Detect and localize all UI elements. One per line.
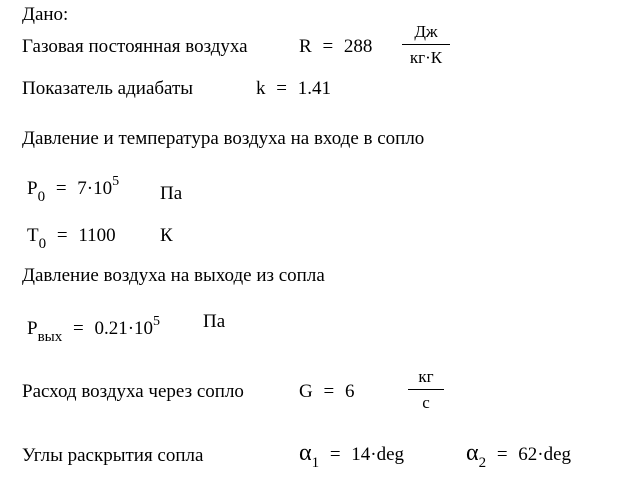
flow-label: Расход воздуха через сопло [22, 381, 244, 402]
t0-unit: К [160, 225, 173, 246]
r-expression [299, 36, 372, 58]
g-unit-denominator: с [422, 393, 430, 412]
p0-symbol: P [27, 178, 38, 199]
pout-symbol: P [27, 318, 38, 339]
alpha2-expression [466, 440, 572, 471]
r-unit-denominator: кг·К [409, 48, 443, 67]
p0-subscript: 0 [37, 189, 46, 205]
t0-subscript: 0 [38, 236, 47, 252]
k-equals: = [276, 78, 287, 99]
g-equals: = [323, 381, 335, 402]
alpha2-equals: = [496, 444, 508, 465]
p0-unit: Па [160, 183, 183, 204]
p0-equals: = [55, 178, 67, 199]
alpha1-expression [299, 440, 405, 471]
t0-equals: = [56, 225, 68, 246]
angles-label: Углы раскрытия сопла [22, 445, 204, 466]
t0-value: 1100 [78, 225, 116, 246]
gas-constant-label: Газовая постоянная воздуха [22, 36, 248, 57]
k-symbol: k [256, 78, 266, 99]
alpha1-symbol: α [299, 440, 312, 466]
p0-exponent: 5 [112, 174, 120, 189]
k-value: 1.41 [297, 78, 331, 99]
pout-value: 0.21·10 [94, 318, 154, 339]
alpha2-value: 62·deg [518, 444, 572, 465]
g-unit-fraction [408, 367, 444, 413]
given-label: Дано: [22, 4, 69, 25]
adiabatic-label: Показатель адиабаты [22, 78, 194, 99]
g-expression [299, 381, 354, 403]
alpha1-equals: = [329, 444, 341, 465]
t0-expression [27, 225, 116, 252]
r-symbol: R [299, 36, 312, 57]
pout-exponent: 5 [153, 314, 161, 329]
pout-subscript: вых [37, 329, 63, 345]
k-expression [256, 78, 331, 100]
g-unit-numerator: кг [418, 367, 434, 386]
p0-value: 7·10 [77, 178, 113, 199]
alpha2-symbol: α [466, 440, 479, 466]
alpha1-value: 14·deg [351, 444, 405, 465]
alpha1-subscript: 1 [311, 455, 320, 471]
g-value: 6 [344, 381, 355, 402]
p0-expression [27, 174, 120, 205]
r-equals: = [322, 36, 334, 57]
outlet-label: Давление воздуха на выходе из сопла [22, 265, 325, 286]
pout-expression [27, 314, 161, 345]
inlet-label: Давление и температура воздуха на входе в сопло [22, 128, 425, 149]
r-unit-fraction [402, 22, 450, 68]
r-value: 288 [343, 36, 373, 57]
pout-unit: Па [203, 311, 226, 332]
alpha2-subscript: 2 [478, 455, 487, 471]
g-symbol: G [299, 381, 313, 402]
r-unit-numerator: Дж [414, 22, 438, 41]
t0-symbol: T [27, 225, 39, 246]
pout-equals: = [73, 318, 84, 339]
